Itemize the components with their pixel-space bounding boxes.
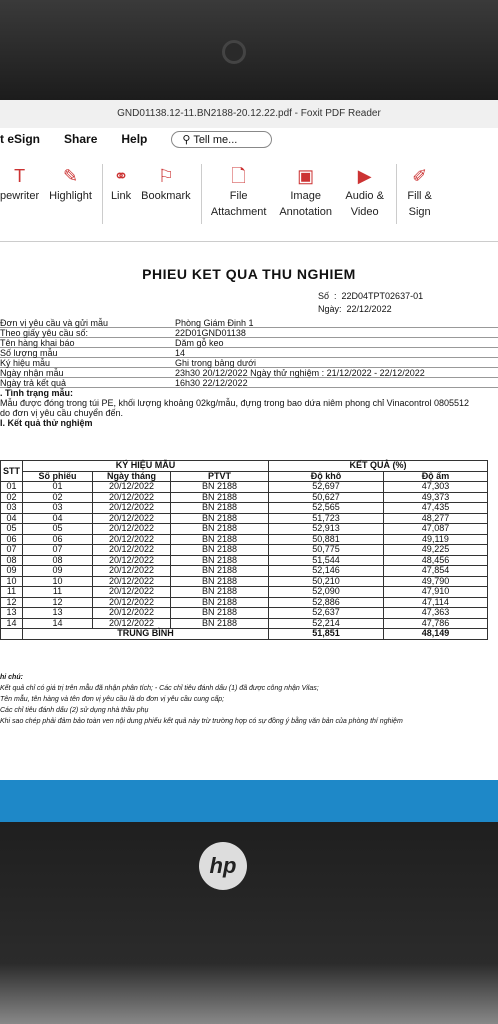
- info-value: 23h30 20/12/2022 Ngày thử nghiệm : 21/12/2022 - 22/12/2022: [175, 368, 425, 378]
- link-icon: ⚭: [113, 166, 129, 186]
- cell-so-phieu: 11: [23, 587, 93, 598]
- cell-do-kho: 50,627: [269, 492, 384, 503]
- cell-stt: 12: [1, 597, 23, 608]
- table-row: [1, 524, 488, 535]
- cell-so-phieu: 02: [23, 492, 93, 503]
- bookmark-icon: ⚐: [157, 166, 174, 186]
- cell-so-phieu: 07: [23, 545, 93, 556]
- ngay-value: 22/12/2022: [346, 304, 392, 314]
- cell-ptvt: BN 2188: [171, 524, 269, 535]
- info-block: [0, 318, 498, 428]
- cell-ngay-thang: 20/12/2022: [93, 492, 171, 503]
- cell-do-am: 47,435: [383, 503, 487, 514]
- fill-sign-label: Fill & Sign: [407, 190, 432, 218]
- cell-ngay-thang: 20/12/2022: [93, 608, 171, 619]
- cell-ngay-thang: 20/12/2022: [93, 566, 171, 577]
- cell-do-am: 48,277: [383, 513, 487, 524]
- image-icon: ▣: [297, 166, 315, 186]
- col-do-am: Độ ẩm: [383, 471, 487, 482]
- webcam-icon: [222, 40, 246, 64]
- menu-share[interactable]: Share: [64, 132, 98, 146]
- info-value: Dăm gỗ keo: [175, 338, 224, 348]
- table-row: [1, 534, 488, 545]
- cell-stt: 10: [1, 576, 23, 587]
- cell-so-phieu: 14: [23, 618, 93, 629]
- cell-ptvt: BN 2188: [171, 492, 269, 503]
- table-row: [1, 482, 488, 493]
- cell-stt: 03: [1, 503, 23, 514]
- cell-do-kho: 52,913: [269, 524, 384, 535]
- ket-qua-label: I. Kết quả thử nghiệm: [0, 418, 93, 428]
- image-annotation-button[interactable]: [278, 164, 334, 220]
- cell-ptvt: BN 2188: [171, 608, 269, 619]
- file-attachment-button[interactable]: [210, 164, 268, 220]
- info-value: Phòng Giám Định 1: [175, 318, 254, 328]
- cell-stt: 02: [1, 492, 23, 503]
- ngay-label: Ngày:: [318, 304, 342, 314]
- cell-ngay-thang: 20/12/2022: [93, 503, 171, 514]
- cell-ptvt: BN 2188: [171, 555, 269, 566]
- cell-ngay-thang: 20/12/2022: [93, 545, 171, 556]
- col-ptvt: PTVT: [171, 471, 269, 482]
- cell-ngay-thang: 20/12/2022: [93, 534, 171, 545]
- link-button[interactable]: [111, 164, 131, 204]
- info-key: Đơn vị yêu cầu và gửi mẫu: [0, 318, 108, 328]
- table-row: [1, 492, 488, 503]
- info-row: [0, 358, 498, 368]
- note-line: Kết quả chỉ có giá trị trên mẫu đã nhận phân tích; - Các chỉ tiêu đánh dấu (1) đã được công nhận Vilas;: [0, 685, 319, 692]
- cell-do-kho: 51,544: [269, 555, 384, 566]
- report-title: PHIEU KET QUA THU NGHIEM: [142, 266, 356, 282]
- menu-bar: [0, 128, 498, 150]
- cell-do-am: 49,373: [383, 492, 487, 503]
- cell-ngay-thang: 20/12/2022: [93, 513, 171, 524]
- divider: [201, 164, 202, 224]
- image-annotation-label: Image Annotation: [279, 190, 332, 218]
- col-ket-qua: KẾT QUẢ (%): [269, 461, 488, 472]
- cell-so-phieu: 04: [23, 513, 93, 524]
- cell-ngay-thang: 20/12/2022: [93, 555, 171, 566]
- average-do-am: 48,149: [383, 629, 487, 640]
- laptop-body: [0, 822, 498, 1024]
- info-key: Theo giấy yêu cầu số:: [0, 328, 89, 338]
- average-row: [1, 629, 488, 640]
- cell-do-kho: 52,637: [269, 608, 384, 619]
- col-so-phieu: Số phiếu: [23, 471, 93, 482]
- table-row: [1, 555, 488, 566]
- cell-stt: 08: [1, 555, 23, 566]
- info-value: Ghi trong bảng dưới: [175, 358, 256, 368]
- cell-so-phieu: 05: [23, 524, 93, 535]
- file-attachment-icon: 🗋: [231, 166, 246, 186]
- cell-ngay-thang: 20/12/2022: [93, 482, 171, 493]
- highlight-label: Highlight: [49, 190, 92, 202]
- table-row: [1, 566, 488, 577]
- cell-ptvt: BN 2188: [171, 503, 269, 514]
- info-key: Tên hàng khai báo: [0, 338, 75, 348]
- cell-stt: 09: [1, 566, 23, 577]
- cell-stt: 14: [1, 618, 23, 629]
- cell-so-phieu: 08: [23, 555, 93, 566]
- typewriter-button[interactable]: [0, 164, 39, 204]
- link-label: Link: [110, 190, 132, 202]
- cell-ptvt: BN 2188: [171, 534, 269, 545]
- notes-title: hi chú:: [0, 674, 23, 681]
- tinh-trang-text: Mẫu được đóng trong túi PE, khối lượng khoảng 02kg/mẫu, đựng trong bao dứa niêm phong chỉ Vinacontrol 0805512 do đơn vị yêu cầu chuyển đến.: [0, 398, 470, 418]
- bookmark-label: Bookmark: [141, 190, 191, 202]
- results-table: [0, 460, 488, 640]
- info-key: Ngày trả kết quả: [0, 378, 67, 388]
- info-value: 22D01GND01138: [175, 328, 246, 338]
- cell-do-am: 49,790: [383, 576, 487, 587]
- bookmark-button[interactable]: [141, 164, 191, 204]
- table-row: [1, 513, 488, 524]
- report-number: Số : 22D04TPT02637-01 Ngày: 22/12/2022: [318, 291, 424, 314]
- cell-ptvt: BN 2188: [171, 597, 269, 608]
- divider: [396, 164, 397, 224]
- table-row: [1, 503, 488, 514]
- average-stt: [1, 629, 23, 640]
- col-do-kho: Độ khô: [269, 471, 384, 482]
- ribbon: [0, 150, 498, 242]
- notes: [0, 672, 498, 727]
- cell-do-kho: 52,697: [269, 482, 384, 493]
- cell-ptvt: BN 2188: [171, 618, 269, 629]
- col-ky-hieu: KÝ HIỆU MẪU: [23, 461, 269, 472]
- cell-stt: 11: [1, 587, 23, 598]
- cell-do-kho: 50,775: [269, 545, 384, 556]
- taskbar: [0, 780, 498, 822]
- cell-ngay-thang: 20/12/2022: [93, 597, 171, 608]
- typewriter-icon: T: [14, 166, 26, 186]
- col-stt: STT: [1, 461, 23, 482]
- table-row: [1, 587, 488, 598]
- table-row: [1, 545, 488, 556]
- cell-do-kho: 50,881: [269, 534, 384, 545]
- note-line: Tên mẫu, tên hàng và tên đơn vị yêu cầu là do đơn vị yêu cầu cung cấp;: [0, 696, 225, 703]
- cell-ngay-thang: 20/12/2022: [93, 587, 171, 598]
- cell-do-am: 47,910: [383, 587, 487, 598]
- cell-stt: 13: [1, 608, 23, 619]
- cell-ngay-thang: 20/12/2022: [93, 576, 171, 587]
- cell-so-phieu: 06: [23, 534, 93, 545]
- cell-stt: 07: [1, 545, 23, 556]
- tinh-trang-label: . Tình trạng mẫu:: [0, 388, 73, 398]
- info-row: [0, 328, 498, 338]
- info-value: 16h30 22/12/2022: [175, 378, 248, 388]
- video-icon: ▶: [357, 166, 372, 186]
- cell-ngay-thang: 20/12/2022: [93, 524, 171, 535]
- cell-do-kho: 50,210: [269, 576, 384, 587]
- audio-video-label: Audio & Video: [345, 190, 384, 218]
- tell-me-label: Tell me...: [193, 133, 238, 146]
- file-attachment-label: File Attachment: [210, 190, 267, 218]
- info-key: Ký hiệu mẫu: [0, 358, 51, 368]
- cell-stt: 01: [1, 482, 23, 493]
- cell-so-phieu: 12: [23, 597, 93, 608]
- typewriter-label: pewriter: [0, 190, 40, 202]
- table-row: [1, 576, 488, 587]
- highlight-icon: ✎: [62, 166, 79, 186]
- note-line: Khi sao chép phải đảm bảo toàn ven nội dung phiếu kết quả này trừ trường hợp có sự đồng ý bằng văn bản của phòng thí nghiệm: [0, 718, 403, 725]
- so-label: Số: [318, 291, 330, 301]
- divider: [102, 164, 103, 224]
- cell-do-am: 48,456: [383, 555, 487, 566]
- cell-do-am: 47,114: [383, 597, 487, 608]
- cell-do-kho: 52,214: [269, 618, 384, 629]
- cell-do-am: 47,363: [383, 608, 487, 619]
- note-line: Các chỉ tiêu đánh dấu (2) sử dụng nhà thầu phụ: [0, 707, 149, 714]
- col-ngay-thang: Ngày tháng: [93, 471, 171, 482]
- cell-so-phieu: 09: [23, 566, 93, 577]
- average-do-kho: 51,851: [269, 629, 384, 640]
- cell-so-phieu: 03: [23, 503, 93, 514]
- screen: [0, 100, 498, 822]
- info-row: [0, 318, 498, 328]
- cell-do-kho: 52,090: [269, 587, 384, 598]
- cell-so-phieu: 01: [23, 482, 93, 493]
- average-label: TRUNG BÌNH: [23, 629, 269, 640]
- menu-esign[interactable]: t eSign: [0, 132, 41, 146]
- info-row: [0, 368, 498, 378]
- window-title: GND01138.12-11.BN2188-20.12.22.pdf - Foxit PDF Reader: [0, 100, 498, 128]
- cell-do-am: 49,225: [383, 545, 487, 556]
- so-value: 22D04TPT02637-01: [341, 291, 424, 301]
- cell-do-kho: 52,886: [269, 597, 384, 608]
- cell-ptvt: BN 2188: [171, 545, 269, 556]
- cell-ptvt: BN 2188: [171, 566, 269, 577]
- cell-so-phieu: 10: [23, 576, 93, 587]
- table-row: [1, 597, 488, 608]
- cell-do-kho: 52,565: [269, 503, 384, 514]
- info-row: [0, 378, 498, 388]
- cell-ptvt: BN 2188: [171, 513, 269, 524]
- laptop-bezel-top: [0, 0, 498, 100]
- fill-sign-button[interactable]: [405, 164, 435, 220]
- info-key: Ngày nhận mẫu: [0, 368, 64, 378]
- cell-stt: 04: [1, 513, 23, 524]
- info-key: Số lượng mẫu: [0, 348, 58, 358]
- pdf-page: [0, 242, 498, 725]
- cell-do-am: 47,303: [383, 482, 487, 493]
- cell-ngay-thang: 20/12/2022: [93, 618, 171, 629]
- cell-ptvt: BN 2188: [171, 482, 269, 493]
- highlight-button[interactable]: [49, 164, 92, 204]
- cell-so-phieu: 13: [23, 608, 93, 619]
- cell-do-am: 47,854: [383, 566, 487, 577]
- menu-help[interactable]: Help: [121, 132, 148, 146]
- cell-stt: 05: [1, 524, 23, 535]
- info-row: [0, 348, 498, 358]
- audio-video-button[interactable]: [344, 164, 386, 220]
- tell-me-input[interactable]: ⚲ Tell me...: [171, 131, 272, 148]
- cell-ptvt: BN 2188: [171, 587, 269, 598]
- cell-do-am: 47,087: [383, 524, 487, 535]
- cell-do-kho: 52,146: [269, 566, 384, 577]
- info-row: [0, 338, 498, 348]
- hp-logo: hp: [199, 842, 247, 890]
- cell-do-am: 49,119: [383, 534, 487, 545]
- results-body: [1, 482, 488, 629]
- cell-stt: 06: [1, 534, 23, 545]
- table-row: [1, 618, 488, 629]
- table-row: [1, 608, 488, 619]
- cell-do-kho: 51,723: [269, 513, 384, 524]
- cell-ptvt: BN 2188: [171, 576, 269, 587]
- pen-icon: ✐: [412, 166, 428, 186]
- info-value: 14: [175, 348, 186, 358]
- cell-do-am: 47,786: [383, 618, 487, 629]
